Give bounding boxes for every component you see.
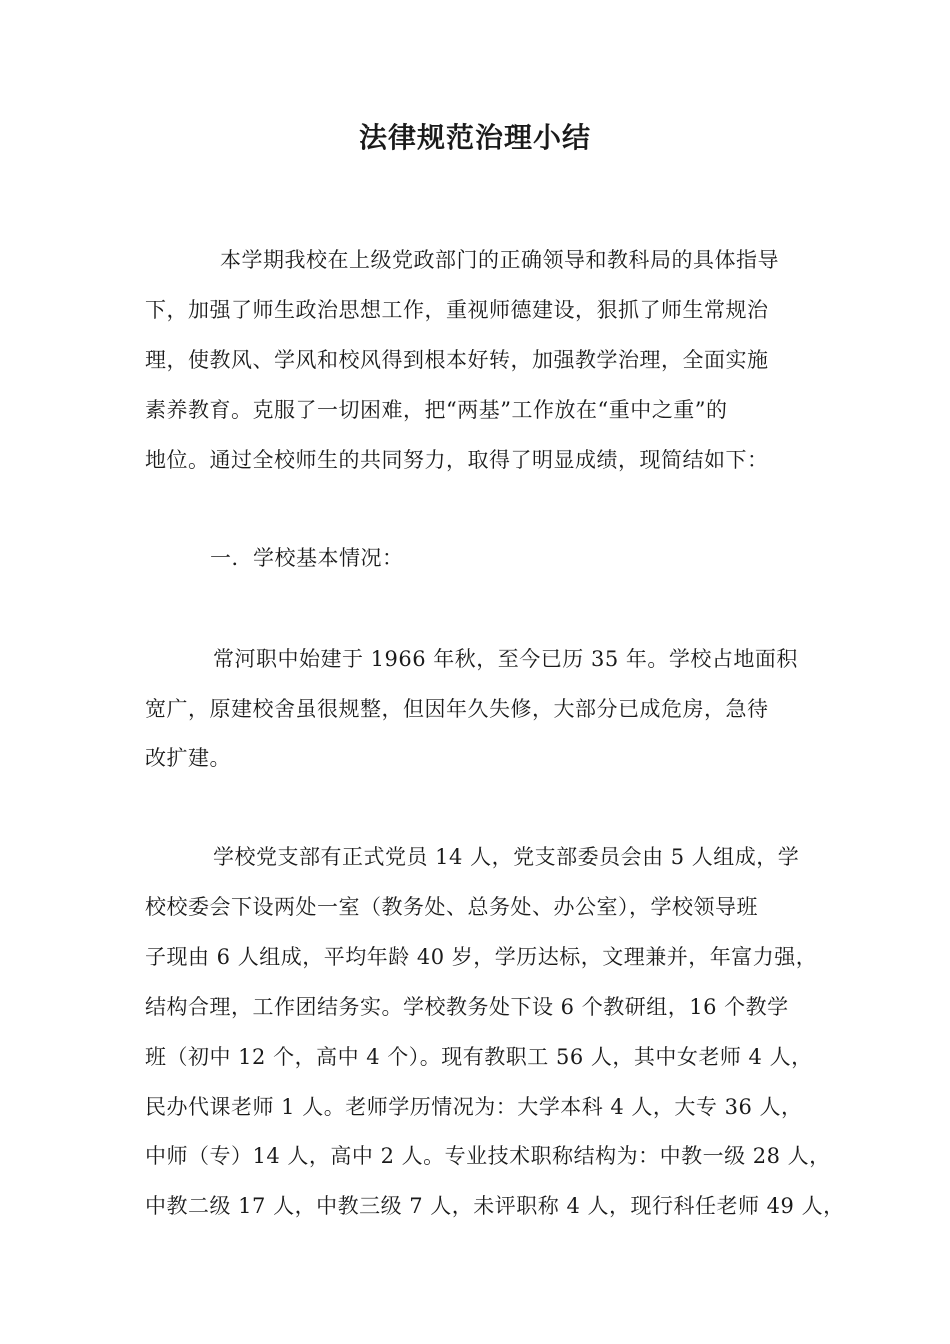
paragraph-3-line-1: 学校党支部有正式党员 14 人，党支部委员会由 5 人组成，学 xyxy=(213,845,800,869)
paragraph-1-line-1: 本学期我校在上级党政部门的正确领导和教科局的具体指导 xyxy=(220,248,779,272)
paragraph-2-line-3: 改扩建。 xyxy=(145,746,231,770)
paragraph-2-line-2: 宽广，原建校舍虽很规整，但因年久失修，大部分已成危房，急待 xyxy=(145,697,769,721)
paragraph-1-line-3: 理，使教风、学风和校风得到根本好转，加强教学治理，全面实施 xyxy=(145,348,769,372)
section-1-heading: 一．学校基本情况： xyxy=(210,546,404,570)
document-title: 法律规范治理小结 xyxy=(358,121,591,154)
paragraph-1-line-2: 下，加强了师生政治思想工作，重视师德建设，狠抓了师生常规治 xyxy=(145,298,769,322)
paragraph-1-line-5: 地位。通过全校师生的共同努力，取得了明显成绩，现简结如下： xyxy=(145,448,769,472)
paragraph-3-line-7: 中师（专）14 人，高中 2 人。专业技术职称结构为：中教一级 28 人， xyxy=(145,1144,831,1168)
paragraph-3-line-4: 结构合理，工作团结务实。学校教务处下设 6 个教研组，16 个教学 xyxy=(145,995,789,1019)
paragraph-3-line-5: 班（初中 12 个，高中 4 个）。现有教职工 56 人，其中女老师 4 人， xyxy=(145,1045,813,1069)
paragraph-3-line-2: 校校委会下设两处一室（教务处、总务处、办公室），学校领导班 xyxy=(145,895,758,919)
paragraph-3-line-3: 子现由 6 人组成，平均年龄 40 岁，学历达标，文理兼并，年富力强， xyxy=(145,945,818,969)
paragraph-3-line-6: 民办代课老师 1 人。老师学历情况为：大学本科 4 人，大专 36 人， xyxy=(145,1095,803,1119)
paragraph-1-line-4: 素养教育。克服了一切困难，把“两基”工作放在“重中之重”的 xyxy=(145,398,728,422)
paragraph-2-line-1: 常河职中始建于 1966 年秋，至今已历 35 年。学校占地面积 xyxy=(213,647,798,671)
paragraph-3-line-8: 中教二级 17 人，中教三级 7 人，未评职称 4 人，现行科任老师 49 人， xyxy=(145,1194,845,1218)
